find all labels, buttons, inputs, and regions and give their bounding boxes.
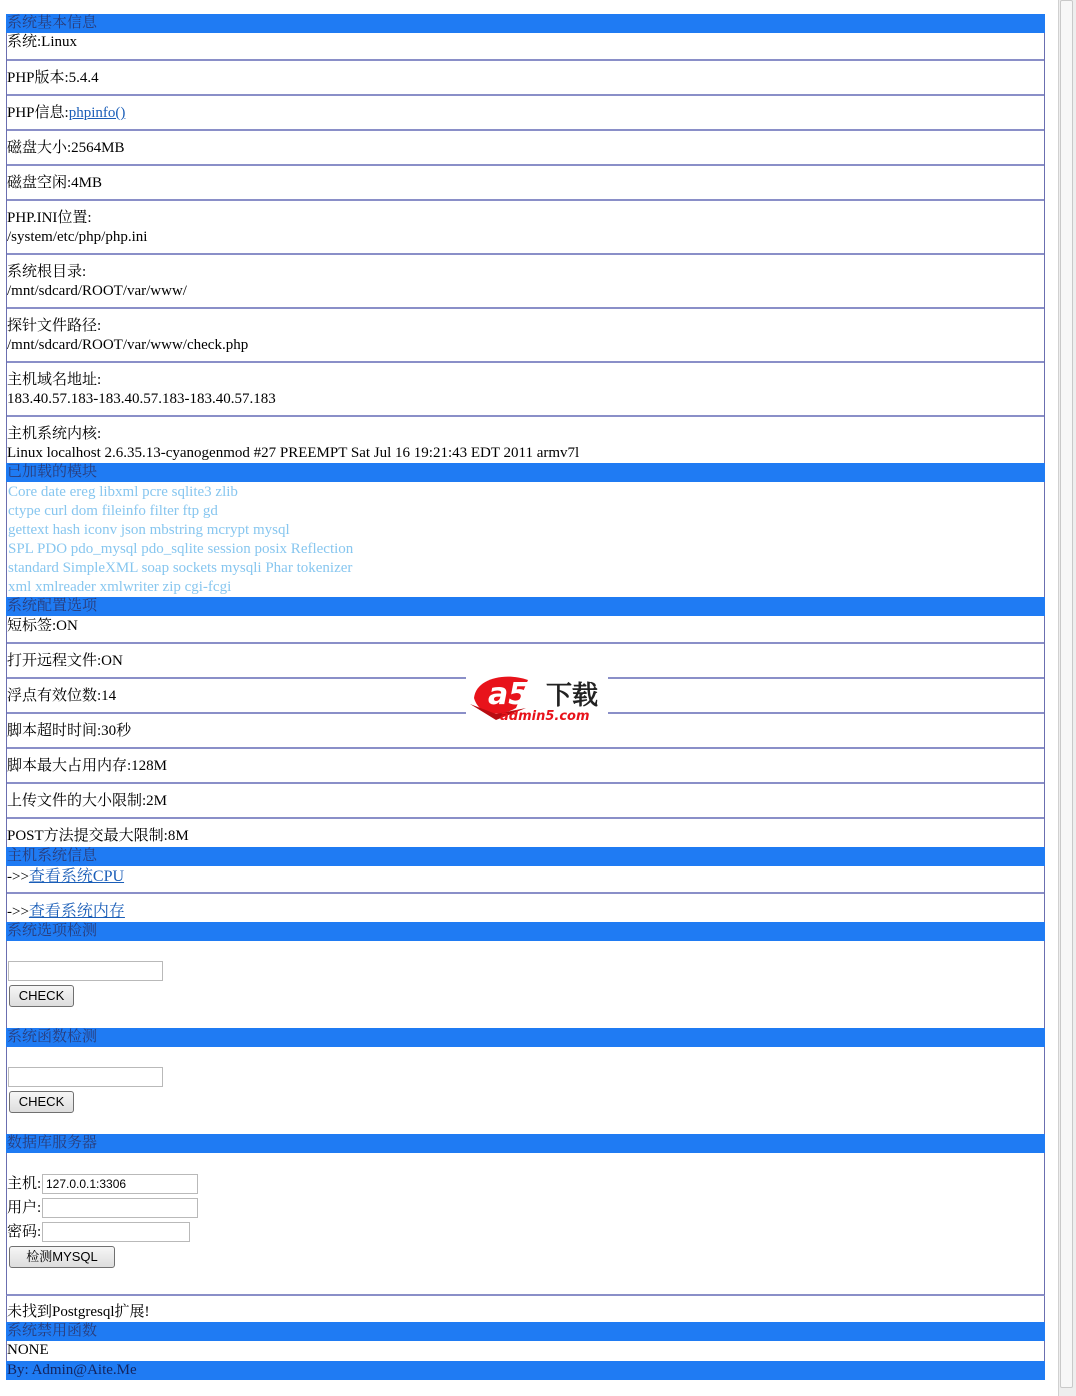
function-check-form bbox=[6, 1047, 1045, 1134]
disk-size-row bbox=[7, 131, 1044, 166]
host-domain-value: 183.40.57.183-183.40.57.183-183.40.57.183 bbox=[7, 391, 276, 407]
modules-list bbox=[6, 482, 1045, 597]
watermark-domain: admin5.com bbox=[500, 709, 590, 724]
php-ini-row bbox=[7, 201, 1044, 255]
module-line: ctype curl dom fileinfo filter ftp gd bbox=[8, 503, 218, 519]
section-header-disabled-functions: 系统禁用函数 bbox=[6, 1322, 1045, 1341]
db-user-input[interactable] bbox=[42, 1198, 198, 1218]
probe-path-value: /mnt/sdcard/ROOT/var/www/check.php bbox=[7, 337, 249, 353]
module-line: xml xmlreader xmlwriter zip cgi-fcgi bbox=[8, 579, 232, 595]
root-dir-value: /mnt/sdcard/ROOT/var/www/ bbox=[7, 283, 187, 299]
module-line: gettext hash iconv json mbstring mcrypt mysql bbox=[8, 522, 290, 538]
memory-info-row bbox=[7, 894, 1044, 922]
probe-path-row bbox=[7, 309, 1044, 363]
option-check-input[interactable] bbox=[8, 961, 163, 981]
check-mysql-button[interactable]: 检测MYSQL bbox=[9, 1246, 115, 1268]
db-user-label: 用户: bbox=[7, 1200, 42, 1216]
root-dir-label: 系统根目录: bbox=[7, 264, 87, 280]
short-tag-text: 短标签:ON bbox=[7, 618, 78, 634]
memory-row bbox=[7, 749, 1044, 784]
option-check-button[interactable]: CHECK bbox=[9, 985, 74, 1007]
function-check-input[interactable] bbox=[8, 1067, 163, 1087]
root-dir-row bbox=[7, 255, 1044, 309]
short-tag-row bbox=[7, 616, 1044, 644]
host-info-table bbox=[6, 866, 1045, 922]
db-pass-label: 密码: bbox=[7, 1224, 42, 1240]
option-check-form bbox=[6, 941, 1045, 1028]
module-line: Core date ereg libxml pcre sqlite3 zlib bbox=[8, 484, 238, 500]
kernel-label: 主机系统内核: bbox=[7, 426, 102, 442]
section-header-host-info: 主机系统信息 bbox=[6, 847, 1045, 866]
timeout-text: 脚本超时时间:30秒 bbox=[7, 723, 132, 739]
kernel-value: Linux localhost 2.6.35.13-cyanogenmod #27 PREEMPT Sat Jul 16 19:21:43 EDT 2011 armv7l bbox=[7, 445, 580, 461]
memory-prefix: ->> bbox=[7, 904, 29, 920]
section-header-modules: 已加载的模块 bbox=[6, 463, 1045, 482]
watermark-cn-text: 下载 bbox=[546, 681, 599, 711]
view-memory-link[interactable]: 查看系统内存 bbox=[28, 903, 125, 920]
upload-row bbox=[7, 784, 1044, 819]
db-password-input[interactable] bbox=[42, 1222, 190, 1242]
kernel-row bbox=[7, 417, 1044, 463]
section-header-config: 系统配置选项 bbox=[6, 597, 1045, 616]
remote-files-text: 打开远程文件:ON bbox=[7, 653, 123, 669]
admin5-watermark-logo bbox=[466, 668, 608, 726]
function-check-button[interactable]: CHECK bbox=[9, 1091, 74, 1113]
view-cpu-link[interactable]: 查看系统CPU bbox=[28, 868, 125, 885]
php-ini-value: /system/etc/php/php.ini bbox=[7, 229, 148, 245]
php-version-text: PHP版本:5.4.4 bbox=[7, 70, 99, 86]
php-info-label: PHP信息: bbox=[7, 105, 69, 121]
scrollbar-thumb[interactable] bbox=[1060, 0, 1073, 1388]
post-row bbox=[7, 819, 1044, 847]
memory-text: 脚本最大占用内存:128M bbox=[7, 758, 168, 774]
disk-free-text: 磁盘空闲:4MB bbox=[7, 175, 103, 191]
module-line: standard SimpleXML soap sockets mysqli Phar tokenizer bbox=[8, 560, 353, 576]
db-host-label: 主机: bbox=[7, 1176, 42, 1192]
php-version-row bbox=[7, 61, 1044, 96]
section-header-option-check: 系统选项检测 bbox=[6, 922, 1045, 941]
os-text: 系统:Linux bbox=[7, 34, 77, 50]
config-table bbox=[6, 616, 1045, 847]
disk-free-row bbox=[7, 166, 1044, 201]
basic-info-table bbox=[6, 33, 1045, 463]
upload-text: 上传文件的大小限制:2M bbox=[7, 793, 168, 809]
module-line: SPL PDO pdo_mysql pdo_sqlite session posix Reflection bbox=[8, 541, 354, 557]
database-form bbox=[6, 1153, 1045, 1296]
os-row bbox=[7, 33, 1044, 61]
precision-text: 浮点有效位数:14 bbox=[7, 688, 117, 704]
section-header-function-check: 系统函数检测 bbox=[6, 1028, 1045, 1047]
section-header-basic-info: 系统基本信息 bbox=[6, 14, 1045, 33]
postgres-message: 未找到Postgresql扩展! bbox=[7, 1304, 150, 1320]
postgres-row bbox=[6, 1296, 1045, 1322]
phpinfo-link[interactable]: phpinfo() bbox=[68, 105, 126, 121]
disk-size-text: 磁盘大小:2564MB bbox=[7, 140, 125, 156]
host-domain-label: 主机域名地址: bbox=[7, 372, 102, 388]
cpu-prefix: ->> bbox=[7, 869, 29, 885]
php-ini-label: PHP.INI位置: bbox=[7, 210, 92, 226]
probe-path-label: 探针文件路径: bbox=[7, 318, 102, 334]
disabled-functions-row bbox=[6, 1341, 1045, 1361]
php-info-row bbox=[7, 96, 1044, 131]
watermark-brand: a5 bbox=[488, 677, 530, 712]
db-host-input[interactable] bbox=[42, 1174, 198, 1194]
post-text: POST方法提交最大限制:8M bbox=[7, 828, 189, 844]
host-domain-row bbox=[7, 363, 1044, 417]
disabled-functions-value: NONE bbox=[7, 1342, 49, 1358]
cpu-row bbox=[7, 866, 1044, 894]
section-header-database: 数据库服务器 bbox=[6, 1134, 1045, 1153]
a5-logo-icon bbox=[466, 668, 608, 726]
footer: By: Admin@Aite.Me bbox=[6, 1361, 1045, 1380]
